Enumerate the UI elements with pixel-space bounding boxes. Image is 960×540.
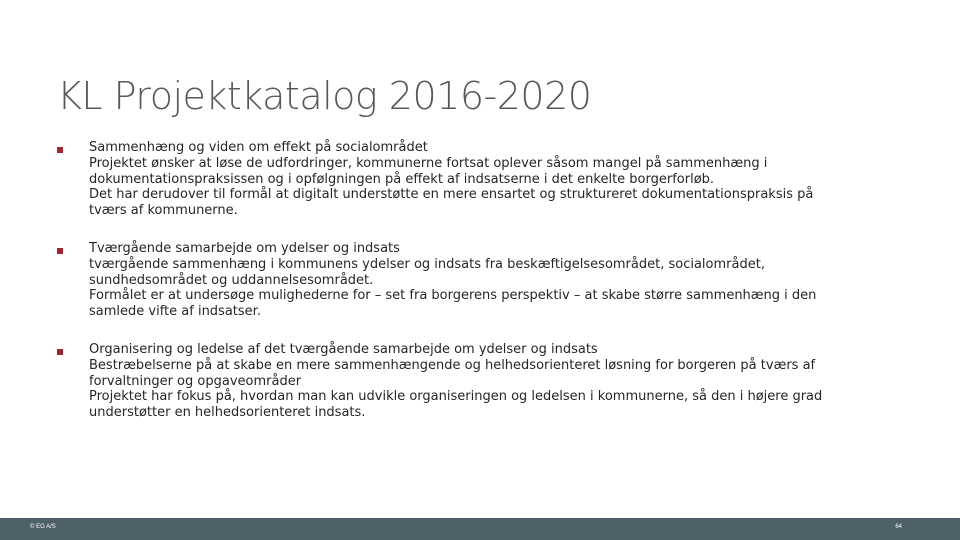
footer-bar (0, 518, 960, 540)
bullet-text-line: Projektet ønsker at løse de udfordringer, kommunerne fortsat oplever såsom mangel på sammenhæng i (89, 156, 768, 171)
bullet-text-line: Bestræbelserne på at skabe en mere sammenhængende og helhedsorienteret løsning for borgeren på tværs af (89, 358, 816, 373)
bullet-heading: Tværgående samarbejde om ydelser og indsats (89, 241, 400, 256)
bullet-text-line: understøtter en helhedsorienteret indsats. (89, 404, 366, 420)
bullet-text-line: sundhedsområdet og uddannelsesområdet. (89, 272, 374, 288)
bullet-text-line: dokumentationspraksissen og i opfølgningen på effekt af indsatserne i det enkelte borgerforløb. (89, 171, 715, 187)
bullet-item (57, 342, 907, 420)
bullet-text-line: tværs af kommunerne. (89, 202, 238, 218)
bullet-square-icon (57, 147, 63, 153)
footer-copyright: © EG A/S (30, 524, 56, 530)
bullet-text-line: samlede vifte af indsatser. (89, 303, 261, 319)
page-number: 64 (895, 524, 902, 530)
bullet-square-icon (57, 349, 63, 355)
bullet-heading: Organisering og ledelse af det tværgående samarbejde om ydelser og indsats (89, 342, 598, 357)
bullet-heading: Sammenhæng og viden om effekt på socialområdet (89, 140, 428, 155)
bullet-text-line: Projektet har fokus på, hvordan man kan udvikle organiseringen og ledelsen i kommunerne, så den i højere grad (89, 389, 823, 404)
bullet-list (57, 140, 907, 420)
bullet-item (57, 241, 907, 319)
bullet-square-icon (57, 248, 63, 254)
bullet-text-line: tværgående sammenhæng i kommunens ydelser og indsats fra beskæftigelsesområdet, socialområdet, (89, 257, 765, 272)
slide-title: KL Projektkatalog 2016-2020 (57, 74, 592, 118)
bullet-text-line: forvaltninger og opgaveområder (89, 373, 302, 389)
bullet-item (57, 140, 907, 218)
bullet-text-line: Formålet er at undersøge mulighederne for – set fra borgerens perspektiv – at skabe større sammenhæng i den (89, 288, 817, 303)
bullet-text-line: Det har derudover til formål at digitalt understøtte en mere ensartet og struktureret dokumentationspraksis på (89, 187, 814, 202)
